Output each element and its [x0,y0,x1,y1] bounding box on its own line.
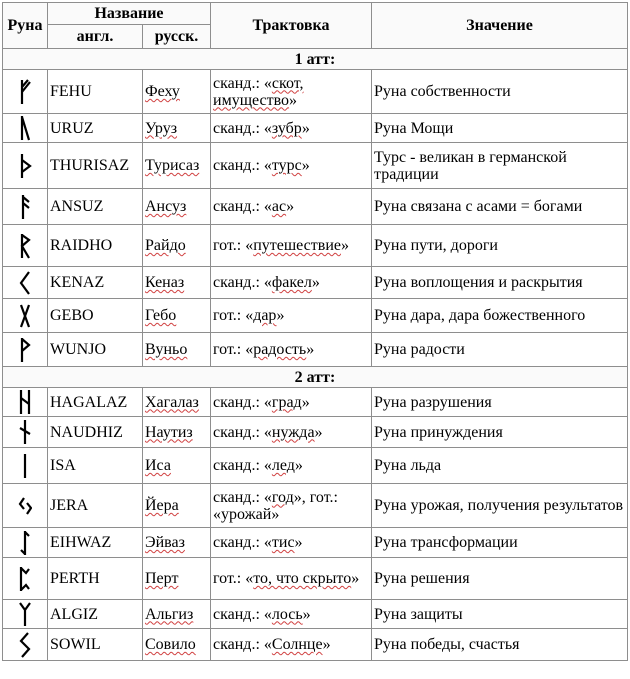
header-interpretation: Трактовка [211,3,372,49]
interpretation-word: лед [271,457,295,474]
rune-meaning: Руна пути, дороги [372,225,628,267]
rune-eng-name: RAIDHO [48,225,143,267]
rune-meaning: Руна защиты [372,600,628,629]
rune-rus-name [143,558,211,600]
rune-rus-name-text: Йера [145,497,179,514]
rune-rus-name-text: Эйваз [145,534,185,551]
rune-rus-name [143,417,211,448]
uruz-rune-icon [18,114,32,142]
rune-meaning: Руна дара, дара божественного [372,299,628,333]
rune-meaning: Руна связана с асами = богами [372,189,628,225]
rune-cell [3,267,48,299]
rune-eng-name: ANSUZ [48,189,143,225]
header-rune: Руна [3,3,48,49]
table-row [3,225,628,267]
rune-rus-name-text: Альгиз [145,605,194,623]
rune-eng-name: HAGALAZ [48,388,143,417]
interpretation-word: дар [253,307,277,324]
interpretation-word: скот, имущество [213,74,304,109]
rune-eng-name: THURISAZ [48,143,143,189]
rune-cell [3,189,48,225]
interpretation-word: Солнце [271,636,323,653]
rune-rus-name-text: Иса [145,457,171,474]
rune-interpretation: гот.: «дар» [211,299,372,333]
hagalaz-rune-icon [18,388,32,416]
naudhiz-rune-icon [18,418,32,446]
rune-interpretation: гот.: «путешествие» [211,225,372,267]
rune-cell [3,333,48,367]
rune-interpretation: сканд.: «ас» [211,189,372,225]
rune-interpretation: сканд.: «год», гот.: «урожай» [211,484,372,528]
algiz-rune-icon [18,600,32,628]
gebo-rune-icon [18,302,32,330]
table-row [3,114,628,143]
rune-interpretation: сканд.: «тис» [211,528,372,558]
rune-eng-name: EIHWAZ [48,528,143,558]
table-row [3,629,628,661]
interpretation-word: зубр [271,119,302,137]
rune-meaning: Руна урожая, получения результатов [372,484,628,528]
header-name: Название [48,3,211,25]
rune-rus-name [143,600,211,629]
sowil-rune-icon [18,631,32,659]
rune-cell [3,528,48,558]
ansuz-rune-icon [18,193,32,221]
runes-table-body [3,49,628,661]
table-row [3,600,628,629]
rune-rus-name-text: Ансуз [145,198,187,215]
table-row [3,267,628,299]
rune-eng-name: WUNJO [48,333,143,367]
rune-rus-name-text: Вуньо [145,341,188,358]
rune-cell [3,225,48,267]
rune-interpretation: гот.: «радость» [211,333,372,367]
rune-meaning: Руна решения [372,558,628,600]
isa-rune-icon [18,452,32,480]
table-row [3,558,628,600]
rune-eng-name: KENAZ [48,267,143,299]
section-title: 2 атт: [3,367,628,388]
rune-eng-name: FEHU [48,70,143,114]
header-eng: англ. [48,25,143,49]
rune-cell [3,299,48,333]
rune-cell [3,70,48,114]
rune-cell [3,417,48,448]
rune-meaning: Руна принуждения [372,417,628,448]
thurisaz-rune-icon [18,152,32,180]
rune-rus-name [143,629,211,661]
rune-interpretation: сканд.: «турс» [211,143,372,189]
rune-eng-name: URUZ [48,114,143,143]
rune-interpretation: сканд.: «факел» [211,267,372,299]
rune-rus-name [143,333,211,367]
rune-rus-name [143,225,211,267]
section-title: 1 атт: [3,49,628,70]
rune-cell [3,629,48,661]
rune-eng-name: PERTH [48,558,143,600]
rune-eng-name: ISA [48,448,143,484]
rune-meaning: Руна радости [372,333,628,367]
interpretation-word: путешествие [253,237,341,254]
table-row [3,388,628,417]
rune-rus-name [143,388,211,417]
interpretation-word: то, что скрыто [253,570,352,587]
table-row [3,143,628,189]
rune-rus-name [143,143,211,189]
rune-interpretation: сканд.: «нужда» [211,417,372,448]
rune-meaning: Руна трансформации [372,528,628,558]
table-row [3,484,628,528]
interpretation-word: ас [271,198,287,215]
rune-cell [3,558,48,600]
rune-rus-name-text: Хагалаз [145,393,199,411]
table-row [3,299,628,333]
section-row [3,49,628,70]
wunjo-rune-icon [18,336,32,364]
rune-rus-name-text: Турисаз [145,157,200,174]
rune-meaning: Руна победы, счастья [372,629,628,661]
rune-rus-name [143,114,211,143]
rune-rus-name-text: Совило [145,636,196,653]
interpretation-word: тис [271,534,295,551]
rune-cell [3,143,48,189]
kenaz-rune-icon [18,269,32,297]
rune-rus-name-text: Уруз [145,119,178,137]
rune-interpretation: сканд.: «Солнце» [211,629,372,661]
runes-table [2,2,628,661]
rune-interpretation: сканд.: «лед» [211,448,372,484]
rune-interpretation: сканд.: «зубр» [211,114,372,143]
raidho-rune-icon [18,232,32,260]
rune-meaning: Руна собственности [372,70,628,114]
interpretation-word: факел [271,274,312,291]
rune-cell [3,600,48,629]
rune-meaning: Руна разрушения [372,388,628,417]
rune-eng-name: GEBO [48,299,143,333]
rune-rus-name [143,189,211,225]
table-row [3,70,628,114]
rune-rus-name [143,484,211,528]
rune-cell [3,388,48,417]
rune-eng-name: ALGIZ [48,600,143,629]
rune-eng-name: SOWIL [48,629,143,661]
table-row [3,528,628,558]
rune-meaning: Руна Мощи [372,114,628,143]
eihwaz-rune-icon [18,529,32,557]
rune-rus-name [143,448,211,484]
interpretation-word: град [271,393,302,411]
rune-rus-name-text: Райдо [145,237,186,254]
rune-meaning: Руна воплощения и раскрытия [372,267,628,299]
rune-interpretation: сканд.: «град» [211,388,372,417]
rune-interpretation: гот.: «то, что скрыто» [211,558,372,600]
table-row [3,189,628,225]
jera-rune-icon [18,492,32,520]
rune-rus-name [143,528,211,558]
rune-cell [3,448,48,484]
rune-eng-name: NAUDHIZ [48,417,143,448]
rune-rus-name [143,267,211,299]
interpretation-word: турс [271,157,302,174]
table-row [3,417,628,448]
rune-rus-name [143,70,211,114]
rune-cell [3,114,48,143]
fehu-rune-icon [18,78,32,106]
rune-interpretation: сканд.: «скот, имущество» [211,70,372,114]
rune-rus-name-text: Кеназ [145,274,185,291]
interpretation-word: год [271,488,294,506]
interpretation-word: нужда [271,423,315,441]
rune-rus-name-text: Феху [145,83,180,100]
rune-eng-name: JERA [48,484,143,528]
table-row [3,333,628,367]
rune-rus-name-text: Гебо [145,307,177,324]
rune-meaning: Турс - великан в германской традиции [372,143,628,189]
rune-cell [3,484,48,528]
rune-rus-name-text: Наутиз [145,423,193,441]
rune-rus-name [143,299,211,333]
interpretation-word: лось [271,605,303,623]
header-meaning: Значение [372,3,628,49]
interpretation-word: радость [253,341,307,358]
rune-meaning: Руна льда [372,448,628,484]
header-rus: русск. [143,25,211,49]
perth-rune-icon [18,565,32,593]
section-row [3,367,628,388]
rune-interpretation: сканд.: «лось» [211,600,372,629]
rune-rus-name-text: Перт [145,570,179,587]
table-row [3,448,628,484]
